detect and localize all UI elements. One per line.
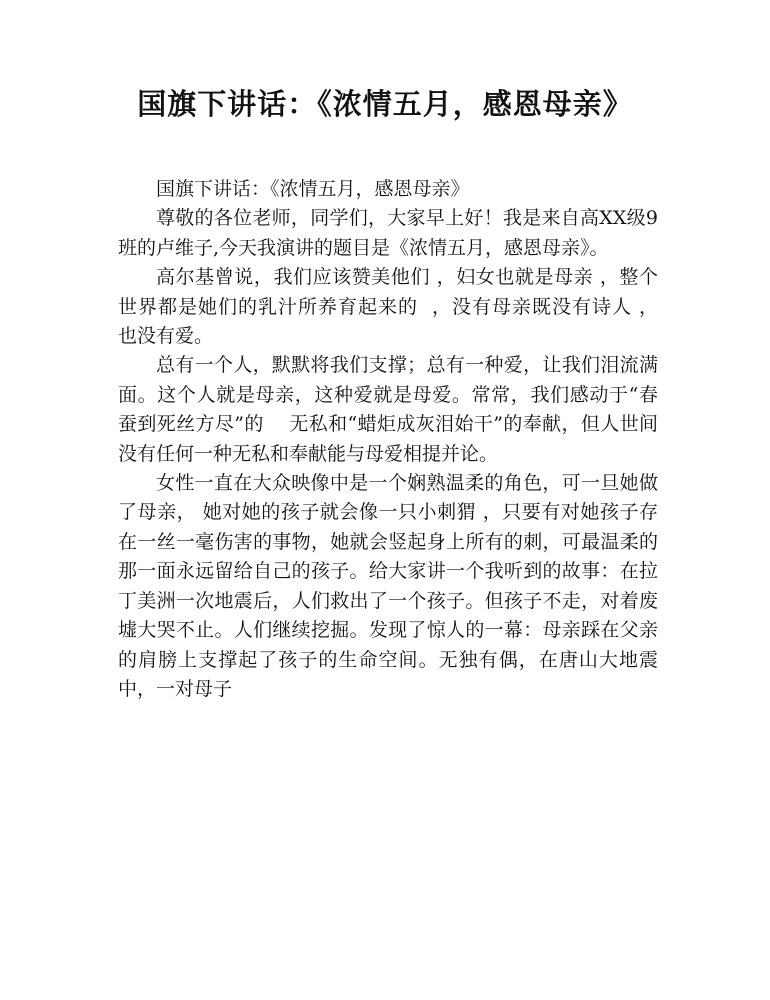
paragraph-greeting: 尊敬的各位老师，同学们，大家早上好！我是来自高XX级9班的卢维子,今天我演讲的题目是《浓情五月，感恩母亲》。	[118, 207, 658, 259]
document-body	[118, 175, 671, 704]
paragraph-subtitle: 国旗下讲话：《浓情五月，感恩母亲》	[156, 178, 470, 200]
document-title: 国旗下讲话：《浓情五月，感恩母亲》	[137, 87, 633, 121]
paragraph-earthquake-story: 女性一直在大众映像中是一个娴熟温柔的角色，可一旦她做了母亲， 她对她的孩子就会像一只小刺猬 ，只要有对她孩子存在一丝一毫伤害的事物，她就会竖起身上所有的刺，可最温柔的那一面永远留给自己的孩子。给大家讲一个我听到的故事：在拉丁美洲一次地震后，人们救出了一个孩子。但孩子不走，对着废墟大哭不止。人们继续挖掘。发现了惊人的一幕：母亲踩在父亲的肩膀上支撑起了孩子的生命空间。无独有偶，在唐山大地震中，一对母子	[118, 472, 658, 700]
paragraph-gorky-quote: 高尔基曾说，我们应该赞美他们 ，妇女也就是母亲 ，整个世界都是她们的乳汁所养育起来的 ，没有母亲既没有诗人 ， 也没有爱。	[118, 266, 671, 348]
paragraph-mother-love: 总有一个人，默默将我们支撑；总有一种爱，让我们泪流满面。这个人就是母亲，这种爱就是母爱。常常，我们感动于“春蚕到死丝方尽”的 无私和“蜡炬成灰泪始干”的奉献，但人世间没有任何一种无私和奉献能与母爱相提并论。	[118, 354, 658, 465]
